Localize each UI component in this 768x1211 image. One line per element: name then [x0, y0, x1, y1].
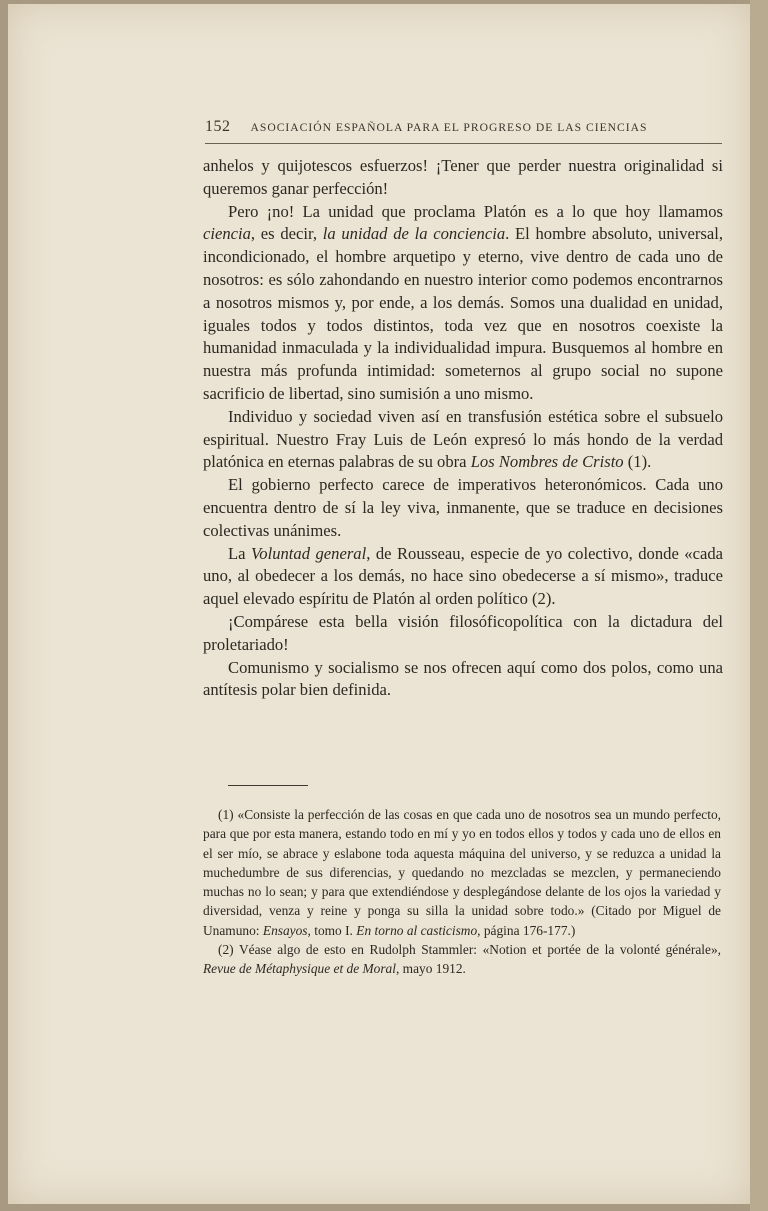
paragraph-2-text-a: Pero ¡no! La unidad que proclama Platón es a lo que hoy llamamos: [228, 201, 723, 221]
paragraph-5-text-a: La: [228, 543, 251, 563]
paragraph-2-italic-1: ciencia: [203, 224, 251, 244]
footnote-2: [203, 940, 721, 979]
footnote-rule: [228, 785, 308, 786]
header-rule: [205, 143, 722, 144]
paragraph-6: ¡Compárese esta bella visión filosóficopolítica con la dictadura del proletariado!: [203, 611, 723, 654]
paragraph-3-italic: Los Nombres de Cristo: [470, 452, 624, 472]
footnotes: [203, 805, 721, 979]
paragraph-3: [203, 406, 723, 474]
paragraph-1: anhelos y quijotescos esfuerzos! ¡Tener que perder nuestra originalidad si queremos ganar perfección!: [203, 156, 723, 198]
paragraph-3-text-b: (1).: [623, 452, 652, 472]
footnote-1-text-b: , tomo I.: [307, 922, 357, 938]
paragraph-2-text-b: , es decir,: [250, 224, 323, 244]
paragraph-3-text-a: Individuo y sociedad viven así en transfusión estética sobre el subsuelo espiritual. Nuestro Fray Luis de León expresó lo más hondo de la verdad platónica en eternas palabras de su obra: [203, 406, 723, 472]
running-title: ASOCIACIÓN ESPAÑOLA PARA EL PROGRESO DE LAS CIENCIAS: [250, 121, 648, 134]
footnote-2-text-b: , mayo 1912.: [395, 961, 466, 977]
paragraph-5-italic: Voluntad general: [251, 543, 367, 563]
paragraph-5-text-b: , de Rousseau, especie de yo colectivo, donde «cada uno, al obedecer a los demás, no hace sino obedecerse a sí mismo», traduce aquel elevado espíritu de Platón al orden político (2).: [203, 543, 723, 609]
paragraph-2-italic-2: la unidad de la conciencia: [322, 224, 506, 244]
page-edge: [750, 0, 768, 1211]
footnote-2-text-a: (2) Véase algo de esto en Rudolph Stammler: «Notion et portée de la volonté générale»,: [218, 942, 721, 958]
paragraph-7: Comunismo y socialismo se nos ofrecen aquí como dos polos, como una antítesis polar bien definida.: [203, 657, 723, 700]
footnote-1-text-a: (1) «Consiste la perfección de las cosas en que cada uno de nosotros sea un mundo perfecto, para que por esta manera, estando todo en mí y yo en todos ellos y todos y cada uno de ellos en el ser mío, se abrace y eslabone toda aquesta máquina del universo, y se reduzca a unidad la muchedumbre de sus diferencias, y quedando no mezcladas se mezclen, y permaneciendo muchas no lo sean; y para que extendiéndose y desplegándose delante de los ojos la variedad y diversidad, venza y reine y ponga su silla la unidad sobre todo.» (Citado por Miguel de Unamuno:: [203, 807, 721, 938]
footnote-1: [203, 805, 721, 940]
paragraph-2: [203, 201, 723, 406]
running-header: [205, 118, 723, 136]
page-number: 152: [205, 118, 231, 135]
main-text: [203, 155, 723, 702]
footnote-2-italic: Revue de Métaphysique et de Moral: [203, 961, 396, 977]
paragraph-2-text-c: . El hombre absoluto, universal, incondicionado, el hombre arquetipo y eterno, vive dentro de cada uno de nosotros: es sólo zahondando en nuestro interior como podemos encontrarnos a nosotros mismos y, por ende, a los demás. Somos una dualidad en unidad, iguales todos y todos distintos, toda vez que en nosotros coexiste la humanidad inmaculada y la individualidad impura. Busquemos al hombre en nuestra más profunda intimidad: someternos al grupo social no supone sacrificio de libertad, sino sumisión a uno mismo.: [203, 224, 723, 403]
paragraph-4: El gobierno perfecto carece de imperativos heteronómicos. Cada uno encuentra dentro de sí la ley viva, inmanente, que se traduce en decisiones colectivas unánimes.: [203, 475, 723, 540]
paragraph-5: [203, 543, 723, 611]
footnote-1-italic-1: Ensayos: [262, 922, 308, 938]
footnote-1-text-c: , página 176-177.): [477, 922, 576, 938]
footnote-1-italic-2: En torno al casticismo: [356, 922, 478, 938]
